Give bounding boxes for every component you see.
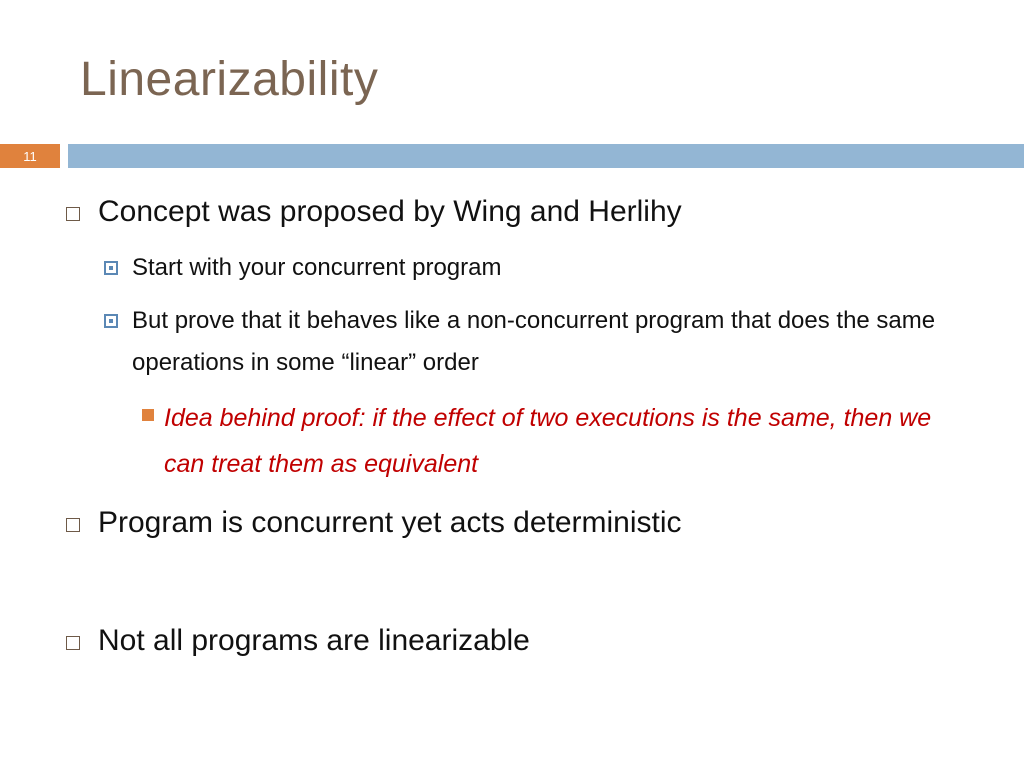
bullet-item	[66, 506, 682, 540]
sub-bullet-text: Start with your concurrent program	[132, 254, 502, 281]
bullet-item	[66, 195, 682, 229]
bullet-text: Concept was proposed by Wing and Herlihy	[98, 195, 682, 228]
hollow-square-bullet-icon	[66, 518, 80, 532]
sub-bullet-item	[104, 247, 984, 289]
sub-bullet-text: But prove that it behaves like a non-concurrent program that does the same operations in some “linear” order	[132, 307, 936, 376]
square-bullet-icon	[104, 314, 118, 328]
slide-title: Linearizability	[80, 53, 379, 106]
bullet-item	[66, 624, 530, 658]
hollow-square-bullet-icon	[66, 636, 80, 650]
bullet-text: Not all programs are linearizable	[98, 624, 530, 657]
bullet-text: Program is concurrent yet acts deterministic	[98, 506, 682, 539]
filled-square-bullet-icon	[142, 409, 154, 421]
emphasis-text: Idea behind proof: if the effect of two executions is the same, then we can treat them as equivalent	[164, 404, 932, 478]
sub-sub-bullet-item	[142, 395, 962, 487]
square-bullet-icon	[104, 261, 118, 275]
slide-number: 11	[0, 144, 60, 168]
sub-bullet-item	[104, 300, 964, 384]
hollow-square-bullet-icon	[66, 207, 80, 221]
